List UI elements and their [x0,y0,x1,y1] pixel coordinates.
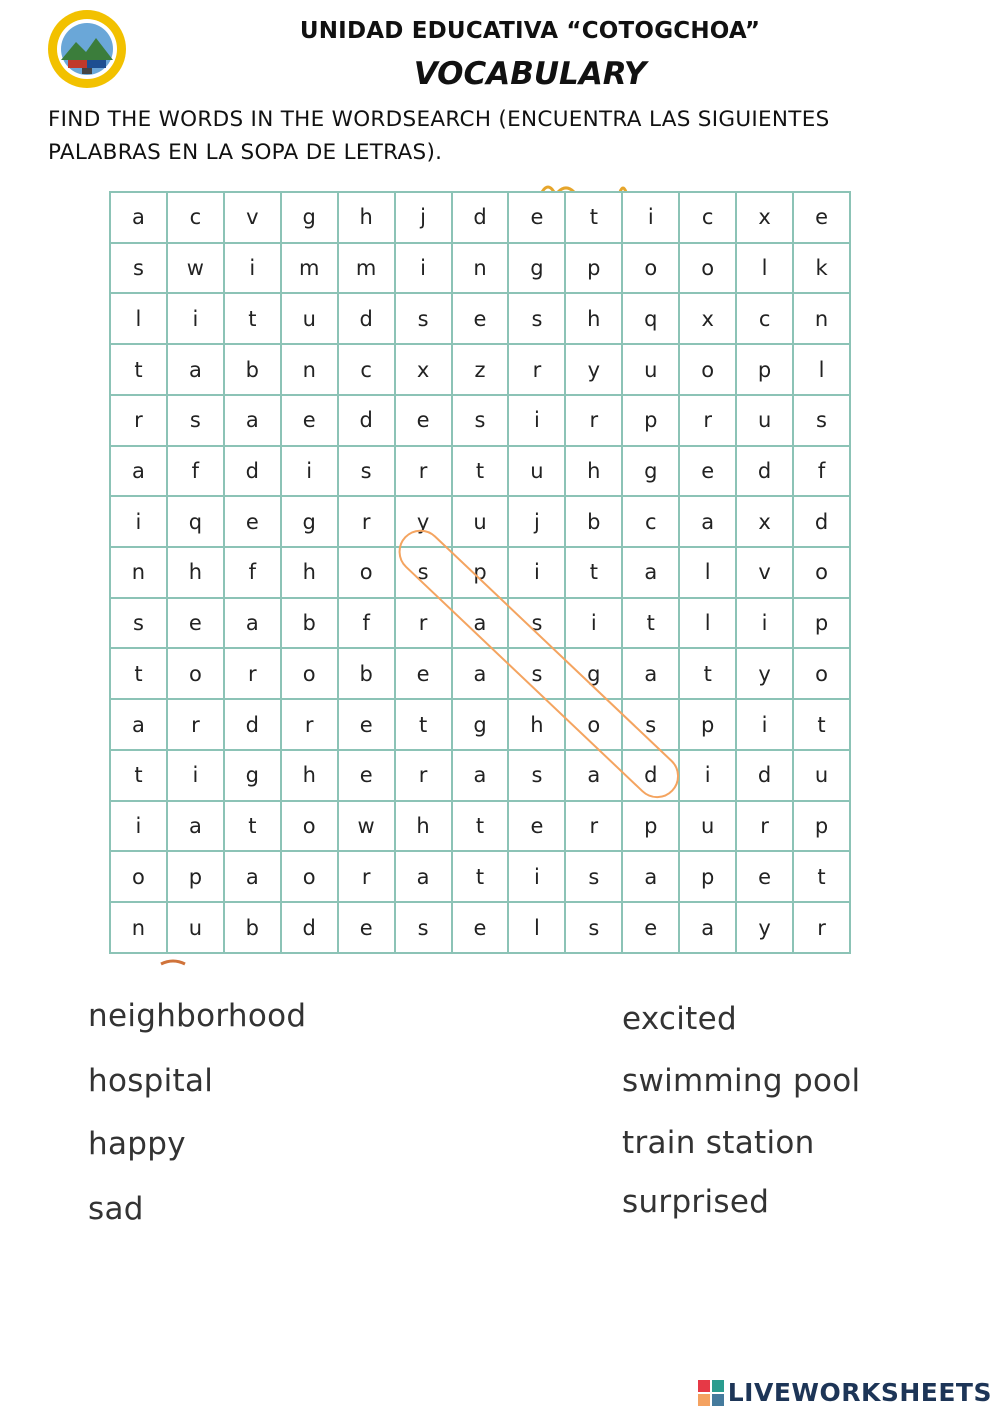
grid-cell[interactable]: r [110,395,167,446]
grid-cell[interactable]: r [281,699,338,750]
grid-cell[interactable]: l [793,344,850,395]
grid-cell[interactable]: n [793,293,850,344]
grid-cell[interactable]: u [679,801,736,852]
instructions-line-2: PALABRAS EN LA SOPA DE LETRAS). [48,140,443,165]
grid-cell[interactable]: f [224,547,281,598]
grid-cell[interactable]: u [622,344,679,395]
grid-cell[interactable]: t [565,192,622,243]
grid-cell[interactable]: b [281,598,338,649]
school-logo-icon [46,8,128,90]
grid-cell[interactable]: i [224,243,281,294]
grid-cell[interactable]: d [622,750,679,801]
grid-cell[interactable]: r [338,851,395,902]
grid-cell[interactable]: b [338,648,395,699]
grid-cell[interactable]: s [452,395,509,446]
grid-cell[interactable]: e [508,192,565,243]
grid-row [110,851,850,902]
grid-cell[interactable]: i [508,851,565,902]
grid-cell[interactable]: i [736,699,793,750]
grid-cell[interactable]: f [793,446,850,497]
grid-cell[interactable]: i [736,598,793,649]
grid-cell[interactable]: m [281,243,338,294]
grid-cell[interactable]: s [395,902,452,953]
grid-cell[interactable]: o [793,648,850,699]
grid-cell[interactable]: y [736,648,793,699]
grid-cell[interactable]: i [508,395,565,446]
grid-cell[interactable]: i [508,547,565,598]
grid-cell[interactable]: i [110,801,167,852]
grid-row [110,293,850,344]
grid-cell[interactable]: l [508,902,565,953]
liveworksheets-logo[interactable] [698,1378,992,1407]
grid-cell[interactable]: r [565,395,622,446]
grid-cell[interactable]: r [224,648,281,699]
grid-row [110,902,850,953]
grid-cell[interactable]: r [395,446,452,497]
grid-cell[interactable]: p [452,547,509,598]
grid-cell[interactable]: g [508,243,565,294]
grid-cell[interactable]: j [395,192,452,243]
grid-cell[interactable]: s [395,293,452,344]
grid-cell[interactable]: p [622,801,679,852]
grid-cell[interactable]: e [679,446,736,497]
grid-cell[interactable]: v [224,192,281,243]
grid-cell[interactable]: p [793,801,850,852]
instructions [48,103,948,169]
grid-cell[interactable]: s [395,547,452,598]
grid-cell[interactable]: d [224,446,281,497]
grid-cell[interactable]: i [167,750,224,801]
grid-cell[interactable]: d [338,395,395,446]
grid-cell[interactable]: t [622,598,679,649]
grid-cell[interactable]: h [508,699,565,750]
word-neighborhood: neighborhood [88,998,307,1034]
grid-cell[interactable]: a [224,598,281,649]
grid-cell[interactable]: o [565,699,622,750]
grid-cell[interactable]: s [793,395,850,446]
grid-cell[interactable]: p [622,395,679,446]
grid-cell[interactable]: r [793,902,850,953]
grid-cell[interactable]: o [793,547,850,598]
grid-cell[interactable]: a [679,496,736,547]
grid-row [110,699,850,750]
grid-cell[interactable]: q [622,293,679,344]
grid-cell[interactable]: s [622,699,679,750]
grid-cell[interactable]: i [622,192,679,243]
grid-row [110,496,850,547]
grid-cell[interactable]: v [736,547,793,598]
word-excited: excited [622,1001,737,1037]
grid-cell[interactable]: d [338,293,395,344]
grid-cell[interactable]: s [508,293,565,344]
grid-cell[interactable]: g [224,750,281,801]
grid-cell[interactable]: a [679,902,736,953]
grid-row [110,243,850,294]
grid-cell[interactable]: t [452,446,509,497]
grid-cell[interactable]: a [224,851,281,902]
grid-cell[interactable]: a [167,344,224,395]
grid-cell[interactable]: d [736,750,793,801]
grid-cell[interactable]: z [452,344,509,395]
grid-cell[interactable]: s [338,446,395,497]
grid-cell[interactable]: t [565,547,622,598]
grid-cell[interactable]: b [224,902,281,953]
instructions-line-1: FIND THE WORDS IN THE WORDSEARCH (ENCUENTRA LAS SIGUIENTES [48,107,830,132]
grid-cell[interactable]: e [736,851,793,902]
grid-cell[interactable]: g [281,192,338,243]
grid-cell[interactable]: y [736,902,793,953]
grid-cell[interactable]: u [793,750,850,801]
grid-cell[interactable]: r [679,395,736,446]
wordsearch-table [109,191,851,954]
grid-cell[interactable]: n [110,902,167,953]
grid-cell[interactable]: x [395,344,452,395]
grid-cell[interactable]: a [622,851,679,902]
decoration-bottom-icon [158,958,188,968]
grid-cell[interactable]: i [167,293,224,344]
grid-row [110,598,850,649]
grid-cell[interactable]: e [793,192,850,243]
school-name: UNIDAD EDUCATIVA “COTOGCHOA” [299,18,761,44]
grid-cell[interactable]: a [565,750,622,801]
grid-cell[interactable]: l [110,293,167,344]
grid-cell[interactable]: s [565,851,622,902]
grid-cell[interactable]: e [395,648,452,699]
grid-cell[interactable]: r [565,801,622,852]
grid-cell[interactable]: p [565,243,622,294]
grid-cell[interactable]: a [224,395,281,446]
grid-cell[interactable]: r [395,750,452,801]
grid-row [110,395,850,446]
grid-cell[interactable]: i [110,496,167,547]
grid-cell[interactable]: t [793,699,850,750]
grid-cell[interactable]: e [167,598,224,649]
grid-cell[interactable]: o [281,648,338,699]
grid-cell[interactable]: t [110,344,167,395]
grid-cell[interactable]: l [679,598,736,649]
grid-cell[interactable]: g [565,648,622,699]
grid-cell[interactable]: c [736,293,793,344]
grid-cell[interactable]: u [508,446,565,497]
grid-cell[interactable]: w [167,243,224,294]
grid-cell[interactable]: p [167,851,224,902]
grid-cell[interactable]: f [338,598,395,649]
grid-cell[interactable]: c [622,496,679,547]
grid-cell[interactable]: r [736,801,793,852]
grid-cell[interactable]: y [565,344,622,395]
grid-cell[interactable]: e [338,902,395,953]
grid-cell[interactable]: e [452,902,509,953]
grid-row [110,344,850,395]
worksheet-title: VOCABULARY [413,56,647,92]
grid-cell[interactable]: k [793,243,850,294]
grid-cell[interactable]: i [395,243,452,294]
grid-cell[interactable]: e [338,699,395,750]
word-sad: sad [88,1191,144,1227]
grid-cell[interactable]: s [167,395,224,446]
grid-cell[interactable]: t [395,699,452,750]
grid-cell[interactable]: n [452,243,509,294]
grid-cell[interactable]: c [679,192,736,243]
grid-cell[interactable]: i [281,446,338,497]
grid-cell[interactable]: c [338,344,395,395]
grid-cell[interactable]: b [565,496,622,547]
grid-cell[interactable]: t [224,801,281,852]
grid-cell[interactable]: n [110,547,167,598]
grid-cell[interactable]: o [622,243,679,294]
grid-cell[interactable]: t [793,851,850,902]
grid-cell[interactable]: a [110,192,167,243]
grid-cell[interactable]: h [338,192,395,243]
grid-cell[interactable]: a [110,446,167,497]
grid-cell[interactable]: e [395,395,452,446]
grid-cell[interactable]: t [679,648,736,699]
grid-cell[interactable]: a [395,851,452,902]
grid-cell[interactable]: a [622,547,679,598]
grid-cell[interactable]: r [508,344,565,395]
grid-cell[interactable]: o [281,851,338,902]
grid-cell[interactable]: i [565,598,622,649]
grid-row [110,648,850,699]
grid-cell[interactable]: d [736,446,793,497]
grid-cell[interactable]: j [508,496,565,547]
grid-cell[interactable]: u [452,496,509,547]
grid-cell[interactable]: s [565,902,622,953]
grid-cell[interactable]: s [508,648,565,699]
grid-cell[interactable]: f [167,446,224,497]
liveworksheets-brand: LIVEWORKSHEETS [727,1378,992,1407]
grid-cell[interactable]: e [338,750,395,801]
grid-cell[interactable]: h [395,801,452,852]
grid-cell[interactable]: p [736,344,793,395]
grid-cell[interactable]: e [508,801,565,852]
grid-cell[interactable]: o [679,344,736,395]
word-happy: happy [88,1126,186,1162]
grid-cell[interactable]: e [281,395,338,446]
liveworksheets-icon [698,1380,724,1406]
grid-cell[interactable]: d [793,496,850,547]
grid-cell[interactable]: e [622,902,679,953]
grid-cell[interactable]: c [167,192,224,243]
grid-cell[interactable]: o [281,801,338,852]
grid-cell[interactable]: r [395,598,452,649]
grid-cell[interactable]: p [679,699,736,750]
grid-cell[interactable]: a [622,648,679,699]
grid-cell[interactable]: o [679,243,736,294]
grid-cell[interactable]: y [395,496,452,547]
grid-cell[interactable]: m [338,243,395,294]
grid-cell[interactable]: h [565,293,622,344]
grid-cell[interactable]: l [679,547,736,598]
grid-cell[interactable]: w [338,801,395,852]
grid-cell[interactable]: t [110,648,167,699]
grid-cell[interactable]: a [110,699,167,750]
grid-cell[interactable]: t [110,750,167,801]
grid-cell[interactable]: t [452,851,509,902]
grid-row [110,750,850,801]
grid-cell[interactable]: n [281,344,338,395]
grid-cell[interactable]: h [565,446,622,497]
grid-cell[interactable]: t [224,293,281,344]
grid-cell[interactable]: a [452,598,509,649]
grid-cell[interactable]: u [736,395,793,446]
grid-cell[interactable]: s [508,598,565,649]
grid-cell[interactable]: d [224,699,281,750]
grid-cell[interactable]: u [167,902,224,953]
grid-cell[interactable]: g [281,496,338,547]
word-surprised: surprised [622,1184,770,1220]
grid-cell[interactable]: i [679,750,736,801]
grid-cell[interactable]: s [110,243,167,294]
grid-cell[interactable]: p [679,851,736,902]
grid-cell[interactable]: p [793,598,850,649]
grid-cell[interactable]: a [452,750,509,801]
grid-cell[interactable]: h [281,547,338,598]
grid-cell[interactable]: d [281,902,338,953]
grid-cell[interactable]: s [110,598,167,649]
word-train-station: train station [622,1125,815,1161]
grid-cell[interactable]: x [679,293,736,344]
grid-cell[interactable]: e [452,293,509,344]
grid-row [110,801,850,852]
grid-cell[interactable]: e [224,496,281,547]
wordsearch-grid [109,191,851,954]
grid-cell[interactable]: a [167,801,224,852]
grid-row [110,192,850,243]
grid-row [110,547,850,598]
grid-cell[interactable]: g [622,446,679,497]
grid-cell[interactable]: q [167,496,224,547]
grid-cell[interactable]: x [736,496,793,547]
grid-cell[interactable]: l [736,243,793,294]
grid-cell[interactable]: x [736,192,793,243]
grid-row [110,446,850,497]
grid-cell[interactable]: t [452,801,509,852]
word-swimming-pool: swimming pool [622,1063,861,1099]
grid-cell[interactable]: o [338,547,395,598]
grid-cell[interactable]: g [452,699,509,750]
grid-cell[interactable]: u [281,293,338,344]
grid-cell[interactable]: d [452,192,509,243]
grid-cell[interactable]: h [167,547,224,598]
grid-cell[interactable]: b [224,344,281,395]
grid-cell[interactable]: r [167,699,224,750]
grid-cell[interactable]: s [508,750,565,801]
grid-cell[interactable]: a [452,648,509,699]
word-hospital: hospital [88,1063,214,1099]
grid-cell[interactable]: r [338,496,395,547]
grid-cell[interactable]: o [110,851,167,902]
grid-cell[interactable]: o [167,648,224,699]
grid-cell[interactable]: h [281,750,338,801]
